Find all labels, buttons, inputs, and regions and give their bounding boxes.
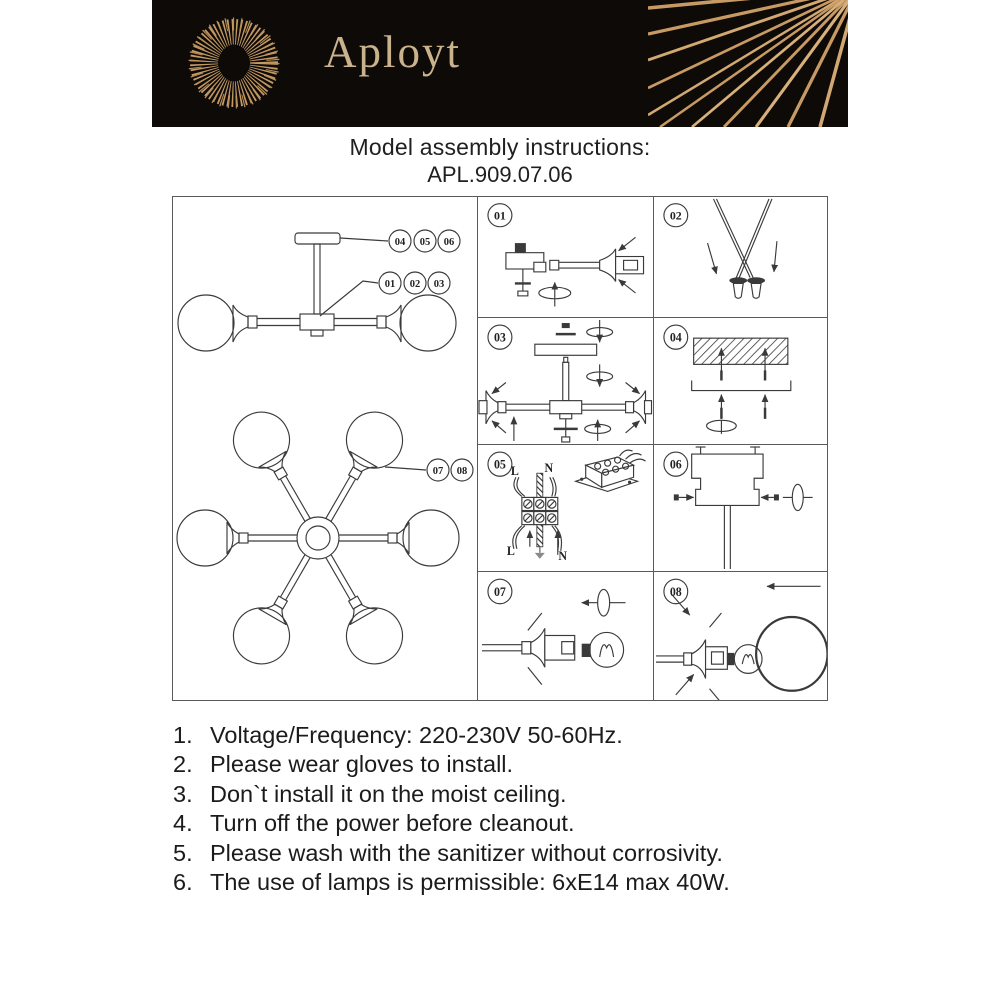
- step-02-badge-number: 02: [669, 209, 682, 223]
- steps-grid: [478, 197, 827, 700]
- step-08-badge-number: 08: [669, 584, 682, 600]
- step-03-badge-number: 03: [493, 330, 506, 345]
- arm-lower-left: [223, 542, 331, 674]
- step-06-panel: [653, 444, 828, 571]
- lamp-socket: [616, 257, 644, 274]
- light-bulb: [734, 645, 762, 674]
- arm-right: [339, 510, 459, 566]
- callout-08: 08: [456, 466, 468, 477]
- right-shade-cone: [386, 305, 401, 342]
- bulb-thread: [727, 653, 734, 665]
- callout-hub-parts: [320, 272, 450, 316]
- page-title: Model assembly instructions:: [349, 134, 651, 160]
- ground-wire-top: [537, 473, 543, 497]
- center-hub: [300, 314, 334, 330]
- callout-globe-parts: [385, 459, 473, 481]
- socket-cup-right: [751, 283, 761, 298]
- arm-lower-right: [304, 542, 412, 674]
- down-rod: [563, 362, 569, 400]
- chandelier-side-view: [178, 233, 456, 351]
- rotation-arrow: [598, 589, 610, 616]
- callout-02: 02: [409, 279, 421, 290]
- note-number: 5.: [173, 839, 193, 866]
- arm-upper-left: [223, 402, 331, 534]
- crossed-arms: [707, 199, 776, 298]
- step-03-panel: [478, 317, 653, 444]
- callout-canopy-parts: [340, 230, 460, 252]
- shade-cone: [600, 249, 616, 282]
- note-text: Please wear gloves to install.: [210, 751, 514, 778]
- model-number: APL.909.07.06: [427, 162, 573, 187]
- wiring-diagram: [507, 450, 646, 563]
- step-01-diagram: [478, 197, 653, 317]
- step-08-diagram: [654, 572, 828, 700]
- right-glass-globe: [400, 295, 456, 351]
- shade-cone: [531, 628, 545, 667]
- nut: [518, 291, 528, 296]
- screw-left: [673, 494, 678, 500]
- brand-name: Aployt: [324, 27, 462, 77]
- step-05-panel: [478, 444, 653, 571]
- callout-01: 01: [384, 279, 396, 290]
- mounting-bracket: [691, 380, 790, 390]
- down-rod: [314, 244, 320, 314]
- step-06-diagram: [654, 445, 828, 571]
- glass-globe: [756, 617, 827, 691]
- step-04-diagram: [654, 318, 828, 444]
- terminal-block: [522, 497, 558, 524]
- note-number: 1.: [173, 722, 193, 748]
- top-bolt: [562, 323, 570, 328]
- step-07-diagram: [478, 572, 653, 700]
- chandelier-overview-drawing: [173, 197, 477, 700]
- ceiling-mounting: [691, 338, 790, 434]
- step-01-panel: [478, 197, 653, 317]
- screw-right: [773, 494, 778, 500]
- brand-banner: [152, 0, 848, 127]
- bulb-filament: [742, 655, 754, 665]
- ceiling-hatched: [693, 338, 787, 364]
- note-text: Voltage/Frequency: 220-230V 50-60Hz.: [210, 722, 623, 748]
- canopy-assembly: [673, 447, 812, 569]
- callout-06: 06: [443, 237, 455, 248]
- socket-cup-left: [733, 283, 743, 298]
- center-hub: [550, 401, 582, 414]
- left-shade-cone: [486, 391, 498, 424]
- notes-list: [173, 721, 833, 897]
- step-04-panel: [653, 317, 828, 444]
- left-glass-globe: [178, 295, 234, 351]
- lamp-socket: [545, 635, 575, 660]
- hub-bolt: [515, 243, 526, 253]
- chandelier-top-view: [177, 402, 459, 674]
- note-number: 4.: [173, 810, 193, 837]
- note-item: [173, 868, 833, 897]
- step-02-panel: [653, 197, 828, 317]
- corner-rays-icon: [648, 0, 848, 127]
- step-05-diagram: [478, 445, 653, 571]
- globe-installation: [655, 586, 827, 700]
- step-07-panel: [478, 571, 653, 700]
- note-item: [173, 750, 833, 779]
- hub-nub: [311, 330, 323, 336]
- light-bulb: [590, 632, 624, 667]
- callout-07: 07: [432, 466, 444, 477]
- arm-to-hub-assembly: [506, 237, 644, 306]
- note-text: Turn off the power before cleanout.: [210, 810, 575, 837]
- note-item: [173, 780, 833, 809]
- step-08-panel: [653, 571, 828, 700]
- note-text: The use of lamps is permissible: 6xE14 max 40W.: [210, 869, 730, 896]
- note-number: 3.: [173, 780, 193, 807]
- ground-symbol: [535, 547, 545, 559]
- neutral-label-bottom: N: [558, 548, 568, 563]
- ceiling-plate: [295, 233, 340, 244]
- callout-04: 04: [394, 237, 406, 248]
- note-item: [173, 721, 833, 750]
- ceiling-plate: [535, 344, 597, 355]
- ground-wire-bottom: [537, 525, 543, 547]
- step-02-diagram: [654, 197, 828, 317]
- socket-ring-right: [747, 277, 765, 284]
- note-number: 6.: [173, 869, 193, 896]
- note-item: [173, 809, 833, 838]
- bulb-filament: [600, 645, 614, 657]
- starburst-logo-icon: [178, 7, 290, 119]
- canopy-body: [691, 454, 762, 505]
- arm-left: [177, 510, 297, 566]
- live-label-top: L: [510, 464, 519, 479]
- step-03-diagram: [478, 318, 653, 444]
- step-05-badge-number: 05: [493, 457, 506, 472]
- neutral-label-top: N: [544, 461, 554, 476]
- note-text: Please wash with the sanitizer without corrosivity.: [210, 839, 723, 866]
- bottom-nut: [562, 437, 570, 442]
- note-item: [173, 839, 833, 868]
- live-label-bottom: L: [506, 543, 515, 558]
- left-shade-cone: [233, 305, 248, 342]
- callout-03: 03: [433, 279, 445, 290]
- step-01-badge-number: 01: [493, 209, 506, 223]
- rotation-arrow: [792, 484, 803, 510]
- step-07-badge-number: 07: [493, 584, 506, 600]
- terminal-block-3d: [576, 450, 646, 491]
- assembly-diagram-box: [172, 196, 828, 701]
- overview-panel: [173, 197, 478, 700]
- socket-ring-left: [729, 277, 747, 284]
- callout-05: 05: [419, 237, 431, 248]
- step-04-badge-number: 04: [669, 330, 682, 345]
- note-number: 2.: [173, 751, 193, 778]
- shade-cone: [691, 640, 705, 679]
- note-text: Don`t install it on the moist ceiling.: [210, 780, 567, 807]
- step-06-badge-number: 06: [669, 457, 682, 472]
- right-shade-cone: [634, 391, 646, 424]
- lamp-socket: [705, 647, 727, 670]
